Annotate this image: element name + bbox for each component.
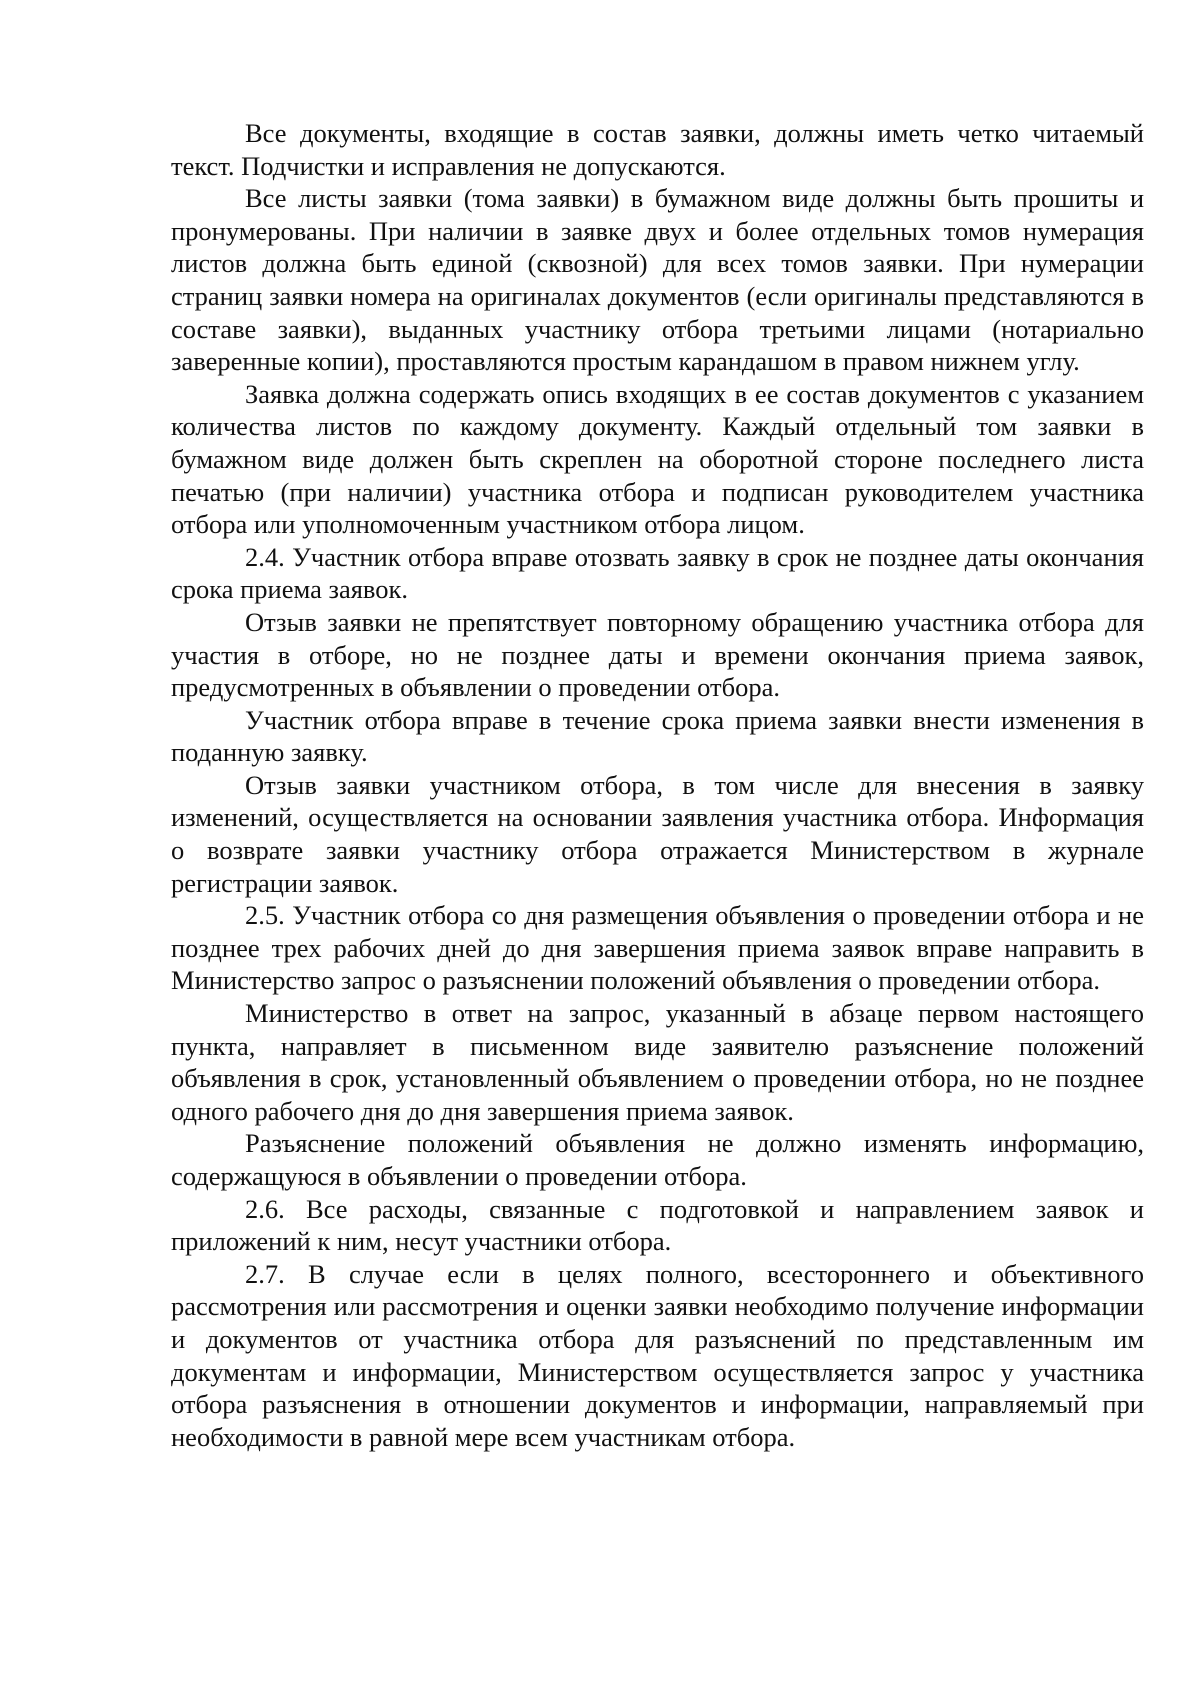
paragraph-2-6-expenses: 2.6. Все расходы, связанные с подготовкой и направлением заявок и приложений к ним, несут участники отбора. bbox=[171, 1193, 1144, 1257]
document-body bbox=[171, 117, 1144, 1453]
paragraph-clarification-limits: Разъяснение положений объявления не должно изменять информацию, содержащуюся в объявлении о проведении отбора. bbox=[171, 1128, 1144, 1191]
paragraph-withdrawal-reapply: Отзыв заявки не препятствует повторному обращению участника отбора для участия в отборе, но не позднее даты и времени окончания приема заявок, предусмотренных в объявлении о проведении отбора. bbox=[171, 606, 1144, 703]
paragraph-inventory: Заявка должна содержать опись входящих в ее состав документов с указанием количества листов по каждому документу. Каждый отдельный том заявки в бумажном виде должен быть скреплен на оборотной стороне последнего листа печатью (при наличии) участника отбора и подписан руководителем участника отбора или уполномоченным участником отбора лицом. bbox=[171, 378, 1144, 540]
paragraph-withdrawal-procedure: Отзыв заявки участником отбора, в том числе для внесения в заявку изменений, осуществляется на основании заявления участника отбора. Информация о возврате заявки участнику отбора отражается Министерством в журнале регистрации заявок. bbox=[171, 769, 1144, 898]
paragraph-documents-legibility: Все документы, входящие в состав заявки, должны иметь четко читаемый текст. Подчистки и исправления не допускаются. bbox=[171, 118, 1144, 181]
paragraph-2-7-request: 2.7. В случае если в целях полного, всестороннего и объективного рассмотрения или рассмотрения и оценки заявки необходимо получение информации и документов от участника отбора для разъяснений по представленным им документам и информации, Министерством осуществляется запрос у участника отбора разъяснения в отношении документов и информации, направляемый при необходимости в равной мере всем участникам отбора. bbox=[171, 1258, 1144, 1452]
paragraph-changes: Участник отбора вправе в течение срока приема заявки внести изменения в поданную заявку. bbox=[171, 704, 1144, 768]
paragraph-2-4-withdrawal: 2.4. Участник отбора вправе отозвать заявку в срок не позднее даты окончания срока приема заявок. bbox=[171, 541, 1144, 605]
paragraph-sheets-numbering: Все листы заявки (тома заявки) в бумажном виде должны быть прошиты и пронумерованы. При наличии в заявке двух и более отдельных томов нумерация листов должна быть единой (сквозной) для всех томов заявки. При нумерации страниц заявки номера на оригиналах документов (если оригиналы представляются в составе заявки), выданных участнику отбора третьими лицами (нотариально заверенные копии), проставляются простым карандашом в правом нижнем углу. bbox=[171, 183, 1144, 377]
paragraph-ministry-response: Министерство в ответ на запрос, указанный в абзаце первом настоящего пункта, направляет в письменном виде заявителю разъяснение положений объявления в срок, установленный объявлением о проведении отбора, но не позднее одного рабочего дня до дня завершения приема заявок. bbox=[171, 998, 1144, 1126]
paragraph-2-5-clarification-request: 2.5. Участник отбора со дня размещения объявления о проведении отбора и не позднее трех рабочих дней до дня завершения приема заявок вправе направить в Министерство запрос о разъяснении положений объявления о проведении отбора. bbox=[171, 900, 1144, 996]
